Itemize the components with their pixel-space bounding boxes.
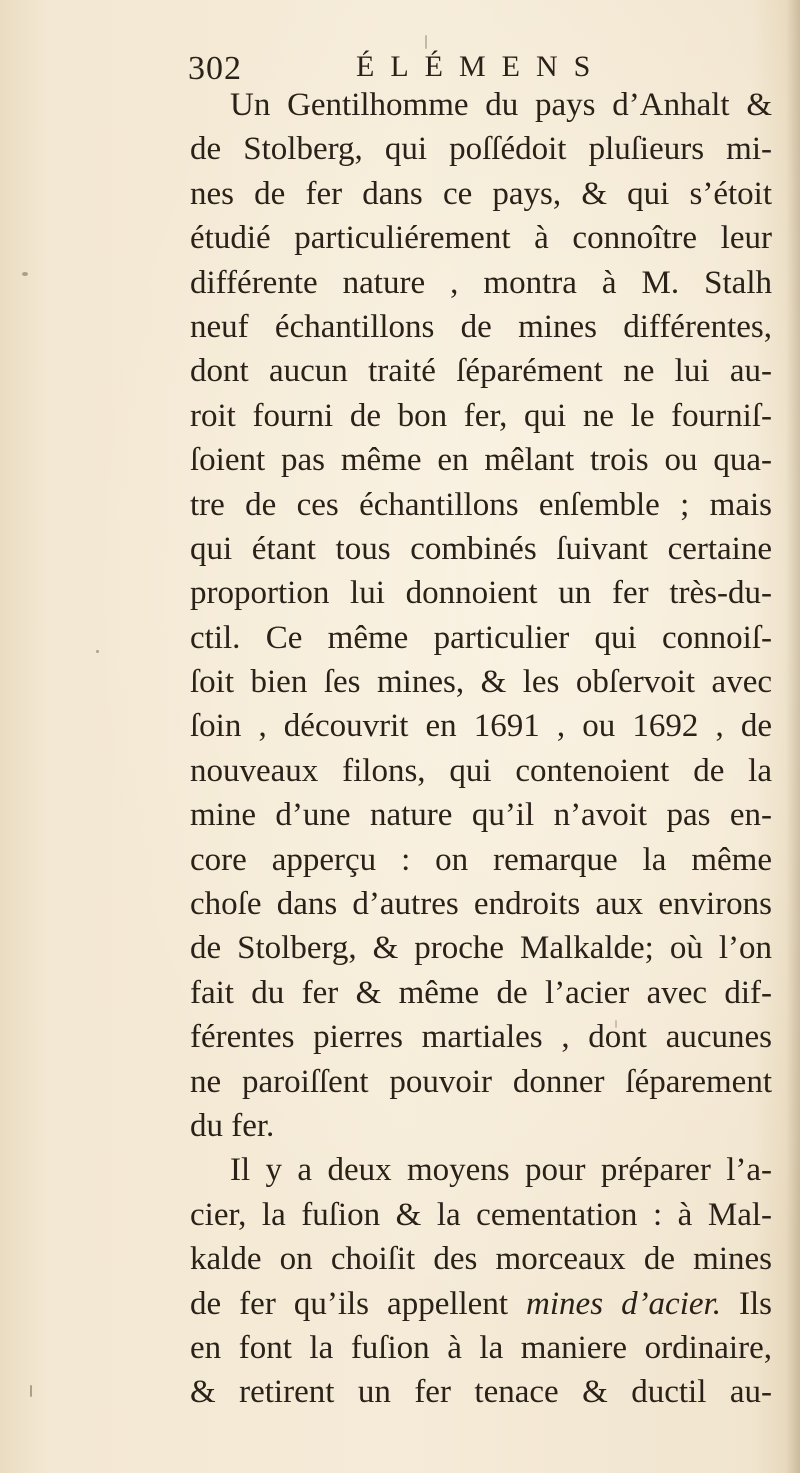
text-line: core apperçu : on remarque la même bbox=[190, 841, 772, 878]
paper-speck bbox=[425, 35, 427, 49]
text-line: nes de fer dans ce pays, & qui s’étoit bbox=[190, 175, 772, 212]
text-segment: Ils bbox=[720, 1285, 773, 1322]
paragraph-2 bbox=[190, 1148, 772, 1414]
page-edge-shadow bbox=[786, 0, 800, 1473]
text-line: cier, la fuſion & la cementation : à Mal- bbox=[190, 1196, 772, 1233]
paper-speck bbox=[615, 1020, 617, 1028]
text-line: étudié particuliérement à connoître leur bbox=[190, 220, 772, 257]
page-number: 302 bbox=[188, 50, 242, 87]
text-line: du fer. bbox=[190, 1107, 275, 1144]
text-line: dont aucun traité ſéparément ne lui au- bbox=[190, 353, 772, 390]
body-text bbox=[190, 83, 772, 1415]
text-segment: de fer qu’ils appellent bbox=[190, 1285, 527, 1322]
text-line: qui étant tous combinés ſuivant certaine bbox=[190, 530, 772, 567]
text-line: ctil. Ce même particulier qui connoiſ- bbox=[190, 619, 772, 656]
text-line: ſoin , découvrit en 1691 , ou 1692 , de bbox=[190, 708, 772, 745]
text-line: mine d’une nature qu’il n’avoit pas en- bbox=[190, 797, 772, 834]
text-line: ne paroiſſent pouvoir donner ſéparement bbox=[190, 1063, 772, 1100]
running-head: ÉLÉMENS bbox=[356, 50, 607, 83]
paper-speck bbox=[22, 272, 28, 276]
text-line: de Stolberg, & proche Malkalde; où l’on bbox=[190, 930, 772, 967]
paper-speck bbox=[96, 650, 99, 653]
text-line: choſe dans d’autres endroits aux environs bbox=[190, 886, 772, 923]
text-line: Il y a deux moyens pour préparer l’a- bbox=[230, 1152, 772, 1189]
text-line: neuf échantillons de mines différentes, bbox=[190, 308, 772, 345]
italic-term: mines d’acier. bbox=[526, 1285, 721, 1322]
text-line: férentes pierres martiales , dont aucunes bbox=[190, 1019, 772, 1056]
text-line: ſoient pas même en mêlant trois ou qua- bbox=[190, 442, 772, 479]
paper-speck bbox=[30, 1385, 32, 1397]
text-line: tre de ces échantillons enſemble ; mais bbox=[190, 486, 772, 523]
text-line: Un Gentilhomme du pays d’Anhalt & bbox=[230, 87, 772, 123]
text-line: nouveaux filons, qui contenoient de la bbox=[190, 752, 772, 789]
text-line: fait du fer & même de l’acier avec dif- bbox=[190, 974, 772, 1011]
text-line: proportion lui donnoient un fer très-du- bbox=[190, 575, 772, 612]
text-line: différente nature , montra à M. Stalh bbox=[190, 264, 772, 301]
text-line: roit fourni de bon fer, qui ne le fourniſ- bbox=[190, 397, 772, 434]
text-line: de Stolberg, qui poſſédoit pluſieurs mi- bbox=[190, 131, 772, 168]
text-line: ſoit bien ſes mines, & les obſervoit avec bbox=[190, 664, 772, 701]
text-line: en font la fuſion à la maniere ordinaire, bbox=[190, 1329, 772, 1366]
text-line bbox=[190, 1282, 772, 1326]
text-line: kalde on choiſit des morceaux de mines bbox=[190, 1241, 772, 1278]
text-line: & retirent un fer tenace & ductil au- bbox=[190, 1374, 772, 1411]
paragraph-1 bbox=[190, 83, 772, 1148]
